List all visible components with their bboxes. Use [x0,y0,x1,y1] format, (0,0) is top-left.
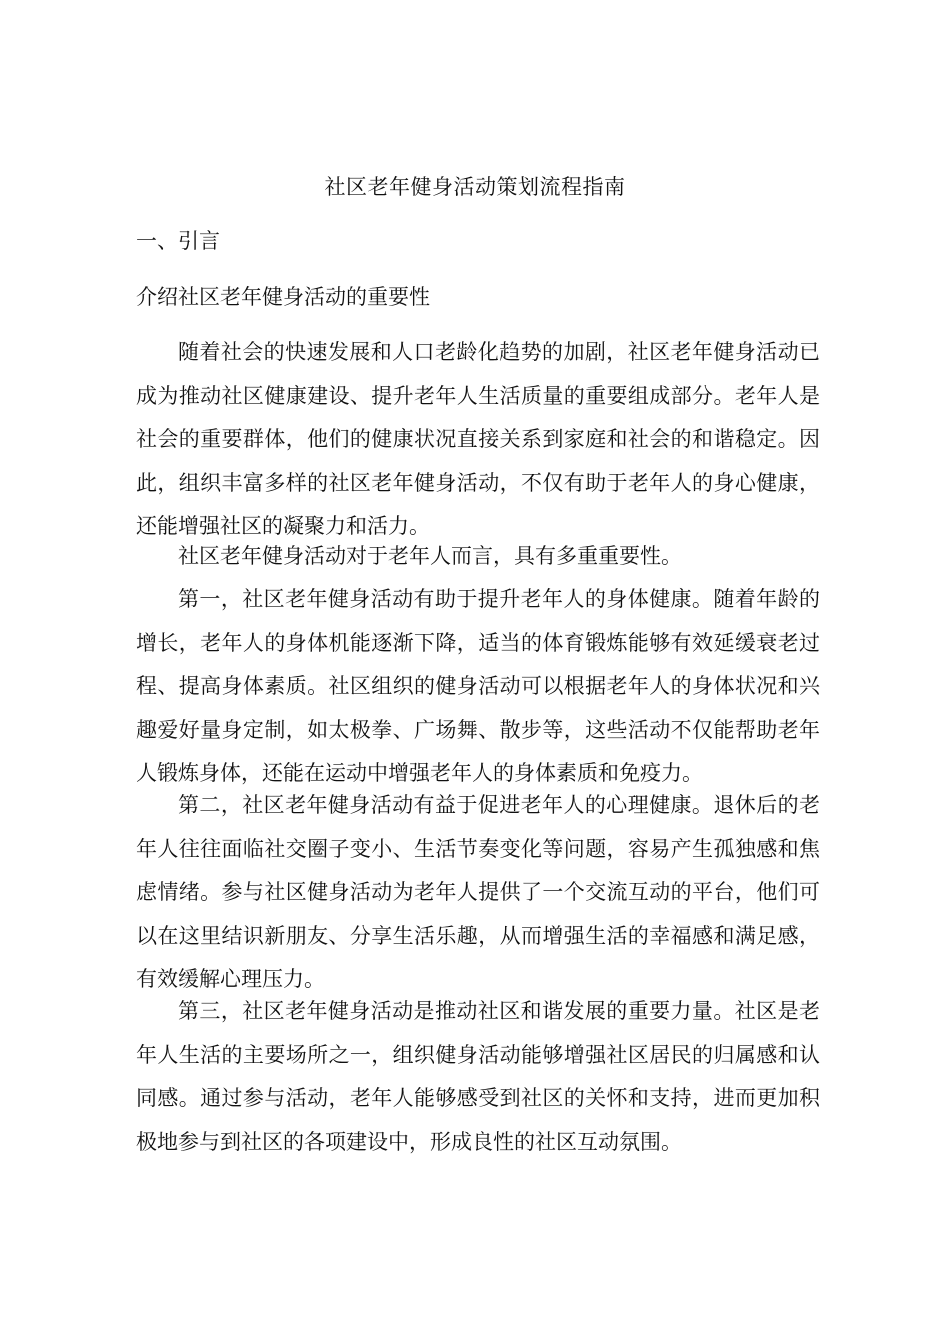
paragraph-physical-health: 第一，社区老年健身活动有助于提升老年人的身体健康。随着年龄的增长，老年人的身体机能逐渐下降，适当的体育锻炼能够有效延缓衰老过程、提高身体素质。社区组织的健身活动可以根据老年人的身体状况和兴趣爱好量身定制，如太极拳、广场舞、散步等，这些活动不仅能帮助老年人锻炼身体，还能在运动中增强老年人的身体素质和免疫力。 [136,587,820,785]
paragraph-importance-summary: 社区老年健身活动对于老年人而言，具有多重重要性。 [178,544,682,568]
paragraph-introduction: 随着社会的快速发展和人口老龄化趋势的加剧，社区老年健身活动已成为推动社区健康建设、提升老年人生活质量的重要组成部分。老年人是社会的重要群体，他们的健康状况直接关系到家庭和社会的和谐稳定。因此，组织丰富多样的社区老年健身活动，不仅有助于老年人的身心健康，还能增强社区的凝聚力和活力。 [136,340,820,538]
section-heading: 一、引言 [136,229,220,253]
paragraph-community-harmony: 第三，社区老年健身活动是推动社区和谐发展的重要力量。社区是老年人生活的主要场所之一，组织健身活动能够增强社区居民的归属感和认同感。通过参与活动，老年人能够感受到社区的关怀和支持，进而更加积极地参与到社区的各项建设中，形成良性的社区互动氛围。 [136,999,820,1154]
document-title: 社区老年健身活动策划流程指南 [324,175,626,199]
paragraph-mental-health: 第二，社区老年健身活动有益于促进老年人的心理健康。退休后的老年人往往面临社交圈子变小、生活节奏变化等问题，容易产生孤独感和焦虑情绪。参与社区健身活动为老年人提供了一个交流互动的平台，他们可以在这里结识新朋友、分享生活乐趣，从而增强生活的幸福感和满足感，有效缓解心理压力。 [136,793,820,991]
sub-heading: 介绍社区老年健身活动的重要性 [136,285,430,309]
